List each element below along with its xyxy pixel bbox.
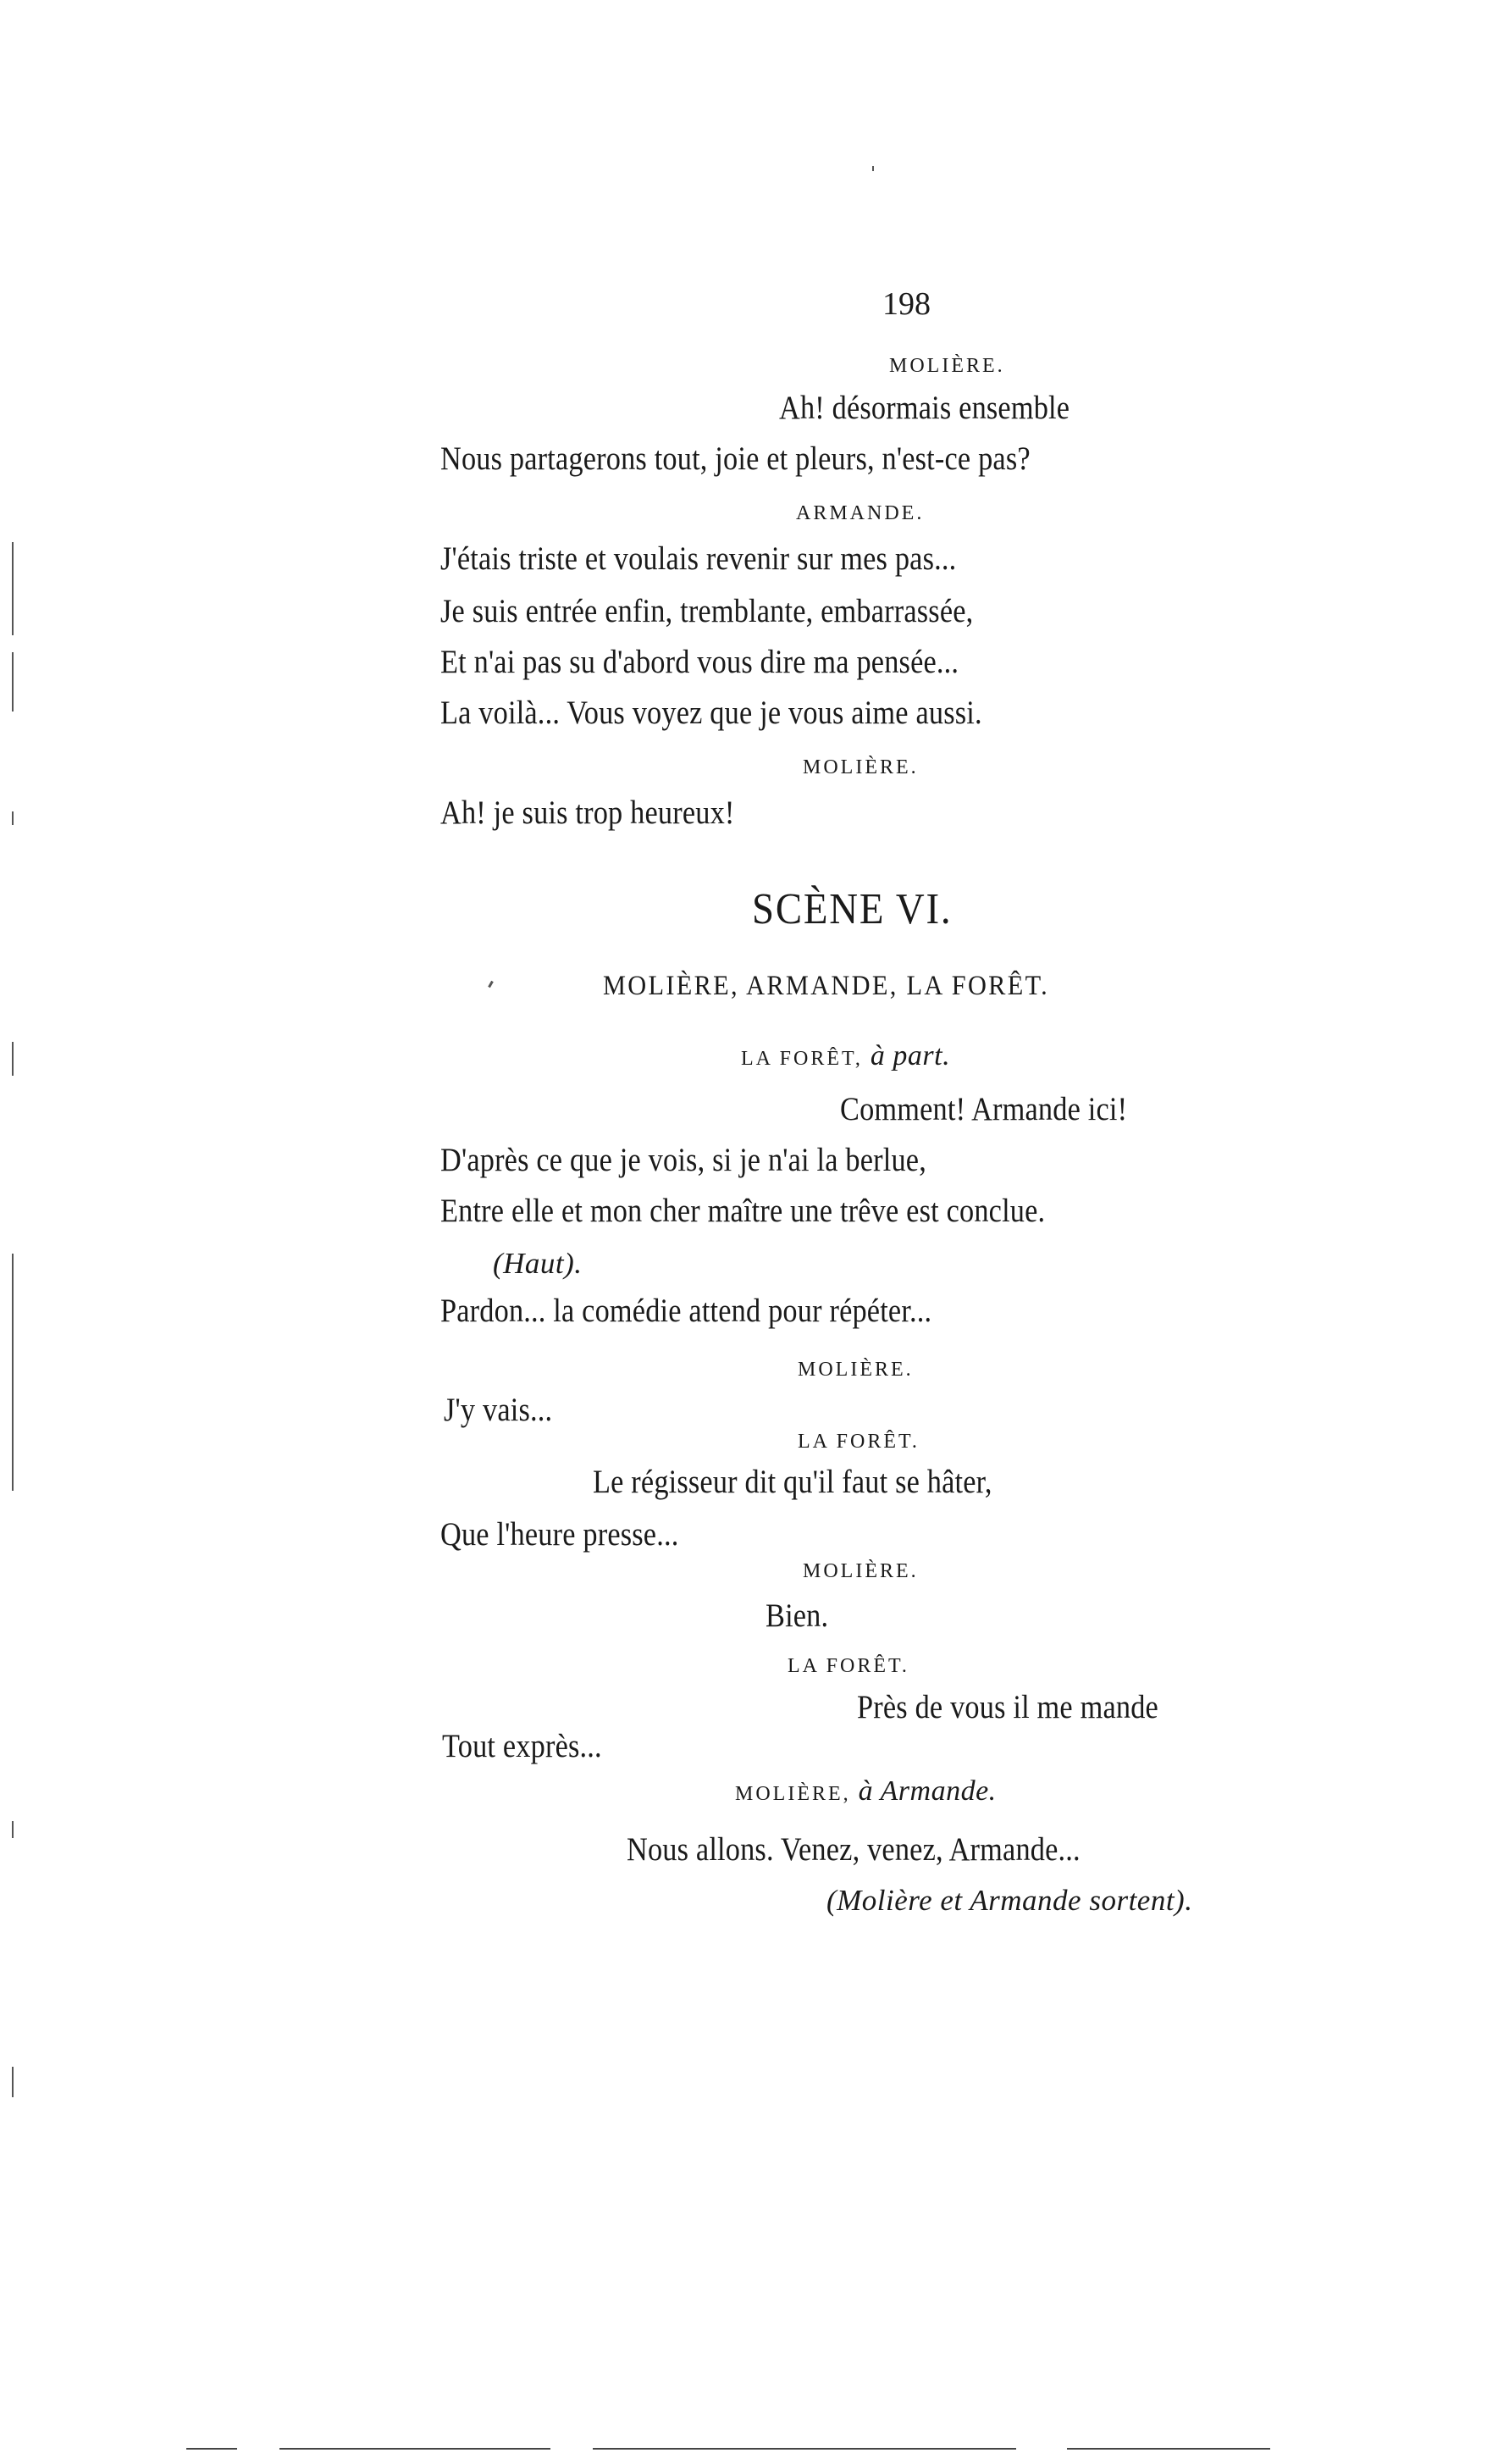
scan-edge-line: [593, 2448, 1016, 2450]
speaker-label: MOLIÈRE.: [798, 1359, 914, 1381]
speaker-label: LA FORÊT.: [788, 1655, 909, 1677]
verse-line: J'étais triste et voulais revenir sur mes pas...: [440, 540, 957, 577]
scan-margin-mark: [12, 1821, 14, 1838]
scan-speck: [872, 166, 874, 171]
page-number: 198: [882, 286, 931, 322]
verse-line: Ah! je suis trop heureux!: [440, 795, 735, 831]
speaker-label: MOLIÈRE, à Armande.: [735, 1775, 997, 1807]
verse-line: Nous allons. Venez, venez, Armande...: [627, 1831, 1081, 1868]
stage-direction: (Molière et Armande sortent).: [826, 1884, 1193, 1917]
verse-line: Près de vous il me mande: [857, 1689, 1158, 1725]
scene-title: SCÈNE VI.: [752, 885, 953, 933]
verse-line: J'y vais...: [444, 1392, 553, 1428]
verse-line: Nous partagerons tout, joie et pleurs, n'est-ce pas?: [440, 440, 1031, 477]
stage-direction: à part.: [870, 1040, 951, 1071]
scan-margin-mark: [12, 811, 14, 825]
scan-margin-mark: [12, 652, 14, 712]
scan-margin-mark: [12, 1254, 14, 1491]
verse-line: Tout exprès...: [442, 1728, 602, 1764]
scan-margin-mark: [12, 542, 14, 635]
verse-line: Ah! désormais ensemble: [779, 390, 1070, 426]
verse-line: Bien.: [766, 1597, 829, 1634]
scan-margin-mark: [12, 1042, 14, 1076]
verse-line: Le régisseur dit qu'il faut se hâter,: [593, 1464, 992, 1500]
scan-margin-mark: [12, 2067, 14, 2097]
scene-characters: MOLIÈRE, ARMANDE, LA FORÊT.: [603, 971, 1050, 1001]
verse-line: Entre elle et mon cher maître une trêve est conclue.: [440, 1193, 1046, 1229]
speaker-label: ARMANDE.: [796, 502, 925, 524]
stage-direction: à Armande.: [858, 1775, 997, 1807]
stage-direction: (Haut).: [493, 1247, 583, 1280]
scan-edge-line: [279, 2448, 550, 2450]
verse-line: Je suis entrée enfin, tremblante, embarrassée,: [440, 593, 974, 629]
verse-line: Comment! Armande ici!: [840, 1091, 1128, 1127]
verse-line: D'après ce que je vois, si je n'ai la berlue,: [440, 1142, 926, 1178]
verse-line: La voilà... Vous voyez que je vous aime aussi.: [440, 695, 982, 731]
speaker-label: LA FORÊT, à part.: [741, 1040, 951, 1071]
stray-mark: [488, 981, 494, 988]
scan-edge-line: [186, 2448, 237, 2450]
verse-line: Pardon... la comédie attend pour répéter...: [440, 1293, 932, 1329]
speaker-label: LA FORÊT.: [798, 1431, 920, 1453]
speaker-label: MOLIÈRE.: [803, 756, 919, 778]
speaker-label: MOLIÈRE.: [889, 355, 1005, 377]
speaker-label: MOLIÈRE.: [803, 1560, 919, 1582]
verse-line: Que l'heure presse...: [440, 1516, 679, 1553]
verse-line: Et n'ai pas su d'abord vous dire ma pensée...: [440, 644, 959, 680]
scan-edge-line: [1067, 2448, 1270, 2450]
